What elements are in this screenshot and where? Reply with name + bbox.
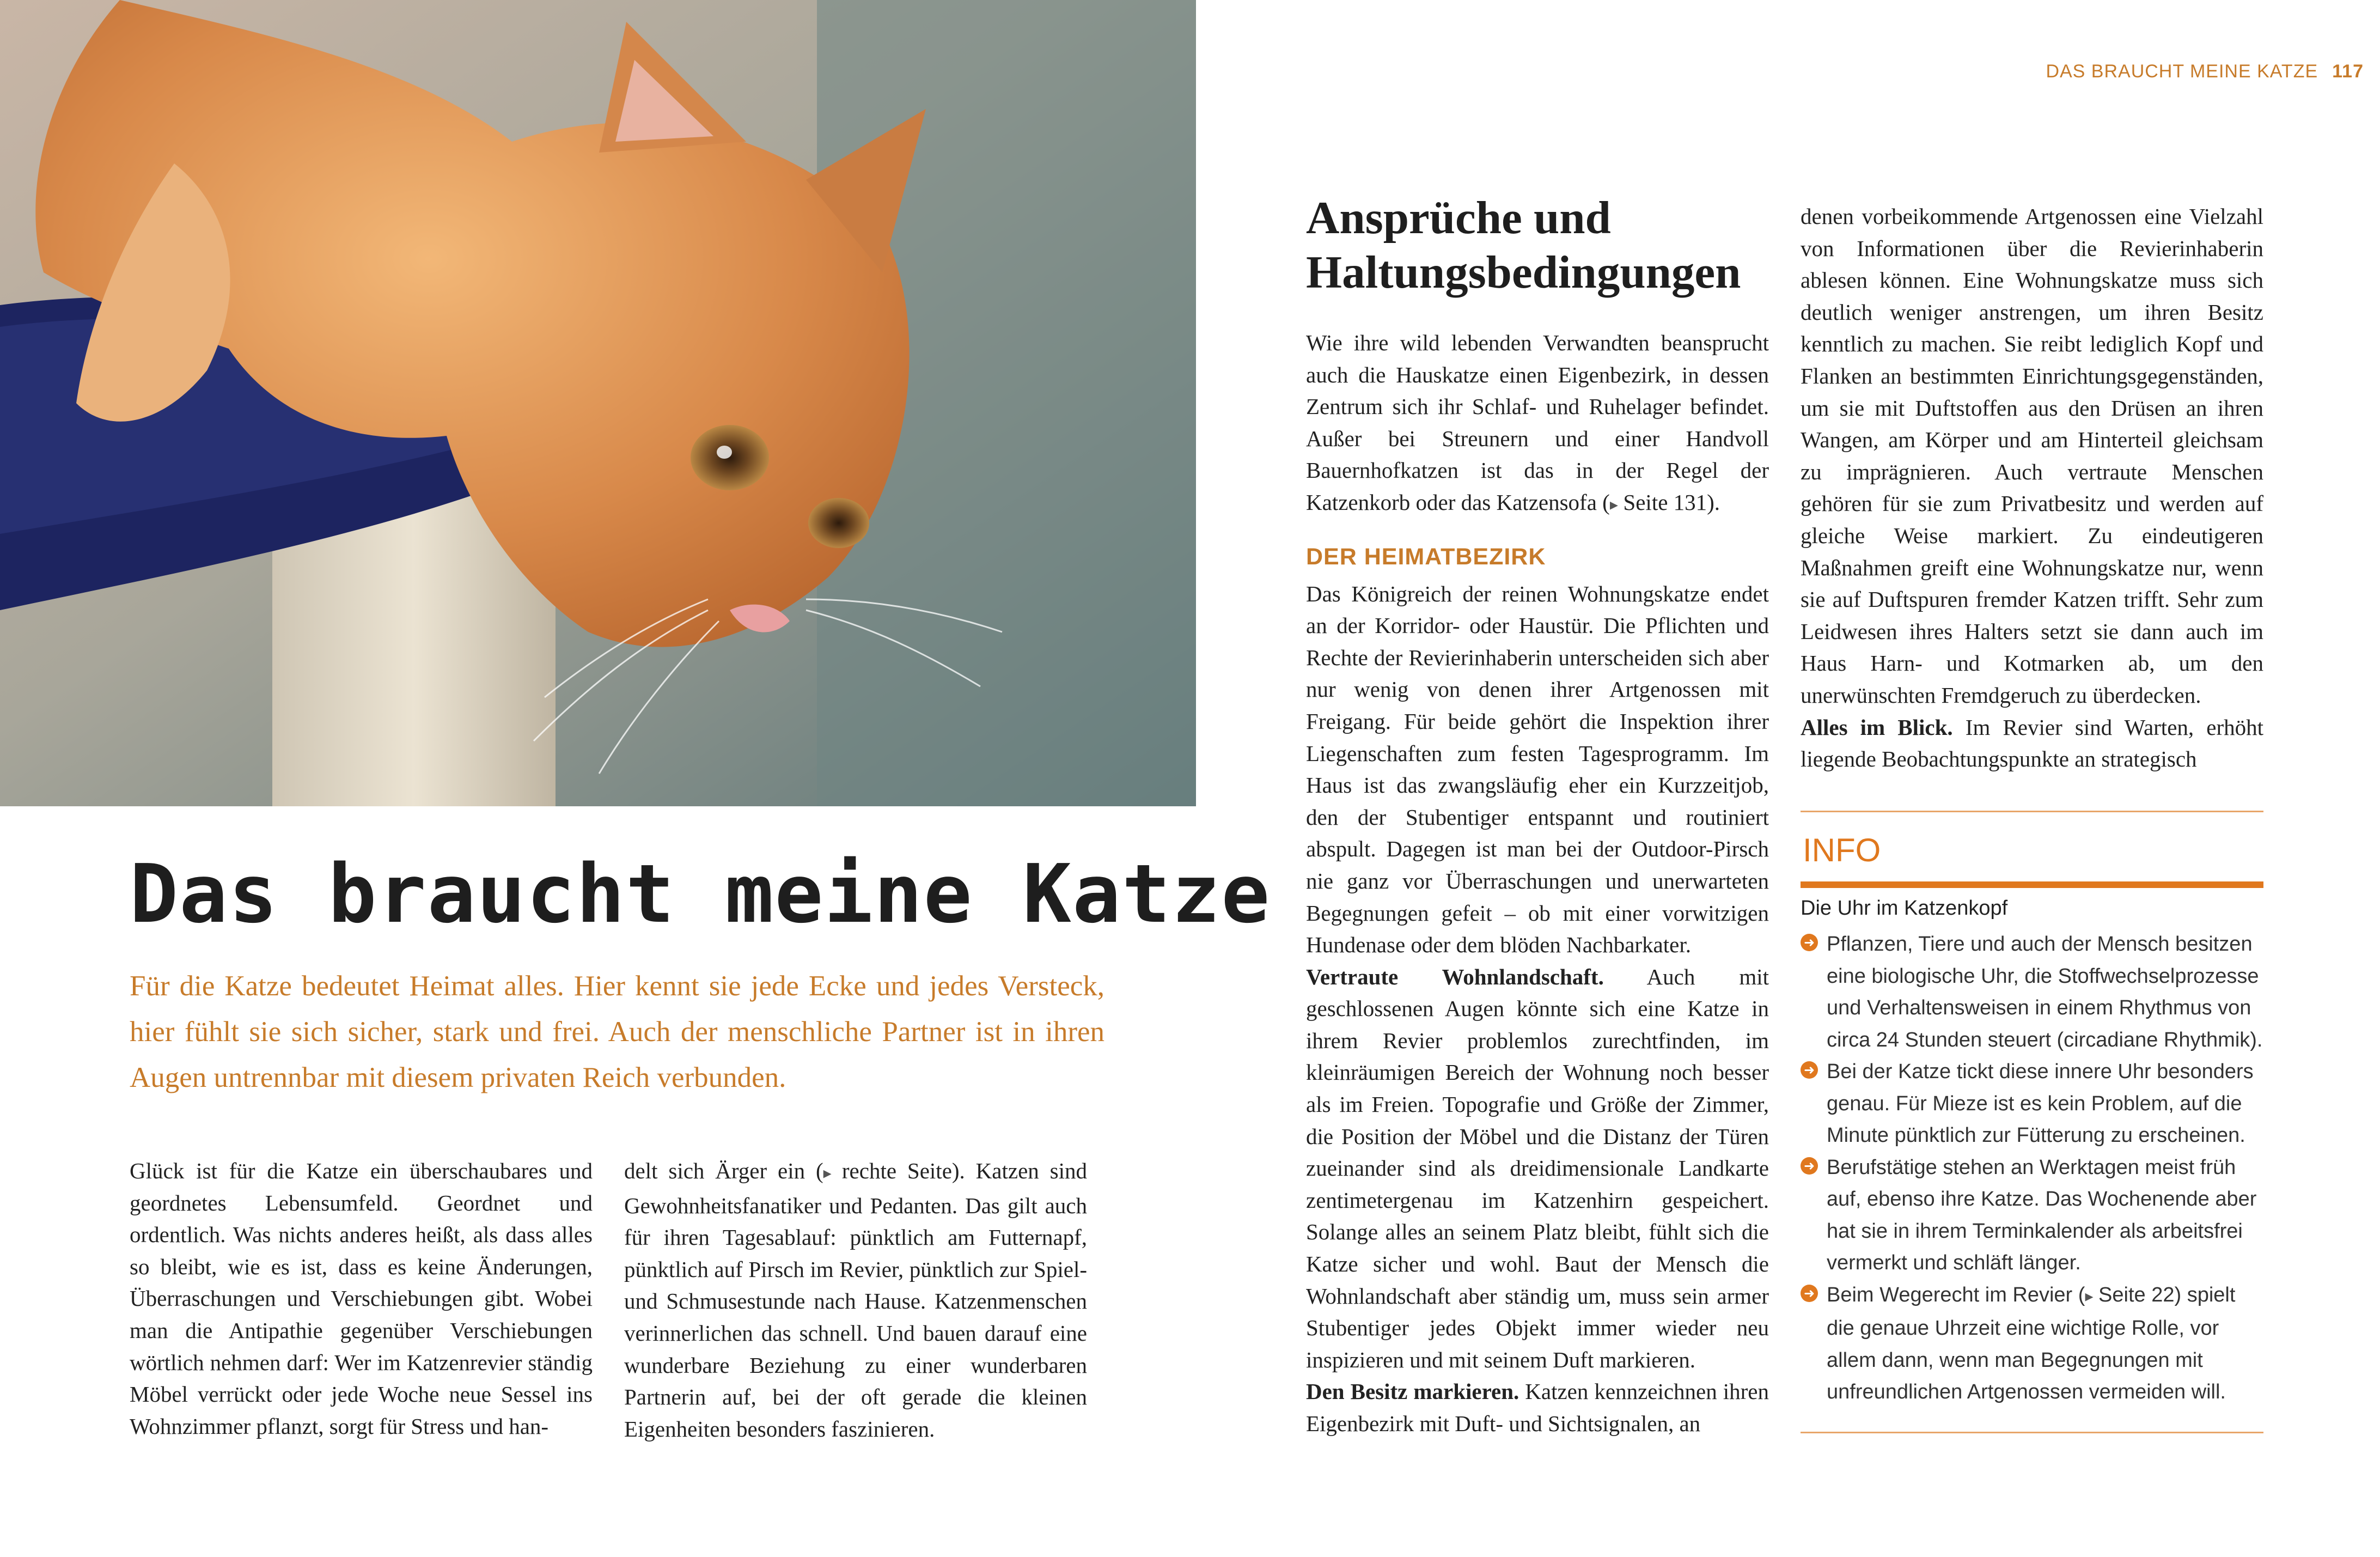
text-fragment: ). bbox=[1707, 489, 1720, 515]
list-item-text: Pflanzen, Tiere und auch der Mensch besitzen eine biologische Uhr, die Stoffwechselprozesse und Verhaltensweisen in einem Rhythmus von circa 24 Stunden steuert (circadiane Rhythmik). bbox=[1827, 933, 2263, 1051]
right-column-2 bbox=[1801, 200, 2263, 775]
arrow-bullet-icon: ➜ bbox=[1801, 1285, 1818, 1302]
text-fragment: Beim Wegerecht im Revier ( bbox=[1827, 1283, 2085, 1306]
body-text bbox=[1306, 327, 1769, 521]
left-column-1 bbox=[130, 1155, 593, 1442]
page-number: 117 bbox=[2332, 61, 2364, 82]
run-in-heading: Vertraute Wohnlandschaft. bbox=[1306, 964, 1604, 989]
arrow-bullet-icon: ➜ bbox=[1801, 1061, 1818, 1079]
body-text: Glück ist für die Katze ein überschaubares und geordnetes Lebensumfeld. Geordnet und ordentlich. Was nichts anderes heißt, als dass alles so bleibt, wie es ist, dass es keine Änderungen, Überraschungen und Verschiebungen gibt. Wobei man die Antipathie gegenüber Verschiebungen wörtlich nehmen darf: Wer im Katzenrevier ständig Möbel verrückt oder jede Woche neue Sessel ins Wohnzimmer pflanzt, sorgt für Stress und han- bbox=[130, 1158, 593, 1439]
body-text: denen vorbeikommende Artgenossen eine Vielzahl von Informationen über die Revierinhaberin ablesen können. Eine Wohnungskatze muss sich deutlich weniger anstrengen, um ihren Besitz kenntlich zu machen. Sie reibt lediglich Kopf und Flanken an bestimmten Einrichtungsgegenständen, um sie mit Duftstoffen aus den Drüsen an ihren Wangen, am Körper und am Hinterteil gleichsam zu imprägnieren. Auch vertraute Menschen gehören für sie zum Privatbesitz und werden auf gleiche Weise markiert. Zu eindeutigeren Maßnahmen greift eine Wohnungskatze nur, wenn sie auf Duftspuren fremder Katzen trifft. Sehr zum Leidwesen ihres Halters setzt sie dann auch im Haus Harn- und Kotmarken ab, um den unerwünschten Fremdgeruch zu überdecken. bbox=[1801, 204, 2263, 708]
divider bbox=[1801, 1432, 2263, 1433]
text-fragment: Wie ihre wild lebenden Verwandten beansprucht auch die Hauskatze einen Eigenbezirk, in dessen Zentrum sich ihr Schlaf- und Ruhelager befindet. Außer bei Streunern und einer Handvoll Bauernhofkatzen ist das in der Regel der Katzenkorb oder das Katzensofa ( bbox=[1306, 330, 1769, 515]
run-in-heading: Alles im Blick. bbox=[1801, 714, 1953, 740]
arrow-bullet-icon: ➜ bbox=[1801, 934, 1818, 951]
running-header bbox=[2037, 61, 2364, 82]
cross-reference-arrow-icon: ▸ bbox=[823, 1164, 842, 1183]
run-in-heading: Den Besitz markieren. bbox=[1306, 1379, 1519, 1404]
info-subtitle: Die Uhr im Katzenkopf bbox=[1801, 897, 2008, 920]
info-accent-bar bbox=[1801, 881, 2263, 888]
list-item-text: Bei der Katze tickt diese innere Uhr besonders genau. Für Mieze ist es kein Problem, auf die Minute pünktlich zur Fütterung zu erscheinen. bbox=[1827, 1060, 2254, 1147]
body-text bbox=[1801, 711, 2263, 775]
info-title: INFO bbox=[1803, 832, 1881, 868]
section-title-line: Haltungsbedingungen bbox=[1306, 247, 1741, 298]
chapter-title: Das braucht meine Katze bbox=[130, 847, 1271, 941]
divider bbox=[1801, 811, 2263, 812]
cross-reference-arrow-icon: ▸ bbox=[2085, 1286, 2099, 1306]
right-column-1 bbox=[1306, 327, 1769, 1440]
cross-reference-link[interactable]: rechte Seite bbox=[841, 1158, 952, 1183]
text-fragment: ) spielt die genaue Uhrzeit eine wichtige Rolle, vor allem dann, wenn man Begegnungen mit unfreundlichen Artgenossen vermeiden will. bbox=[1827, 1283, 2236, 1403]
section-title bbox=[1306, 191, 1785, 300]
body-text bbox=[1306, 961, 1769, 1376]
section-title-line: Ansprüche und bbox=[1306, 192, 1611, 244]
intro-text: Für die Katze bedeutet Heimat alles. Hier kennt sie jede Ecke und jedes Versteck, hier fühlt sie sich sicher, stark und frei. Auch der menschliche Partner ist in ihren Augen untrennbar mit diesem privaten Reich verbunden. bbox=[130, 970, 1104, 1093]
cat-photo bbox=[0, 0, 1196, 806]
body-text bbox=[1306, 1376, 1769, 1439]
text-fragment: Auch mit geschlossenen Augen könnte sich eine Katze in ihrem Revier problemlos zurechtfinden, im kleinräumigen Bereich der Wohnung noch besser als im Freien. Topografie und Größe der Zimmer, die Position der Möbel und die Distanz der Türen zueinander sind als dreidimensionale Landkarte zentimetergenau im Katzenhirn gespeichert. Solange alles an seinem Platz bleibt, fühlt sich die Katze sicher und wohl. Baut der Mensch die Wohnlandschaft aber ständig um, muss sein armer Stubentiger jedes Objekt immer wieder neu inspizieren und mit seinem Duft markieren. bbox=[1306, 964, 1769, 1372]
info-list bbox=[1801, 928, 2263, 1408]
left-column-2 bbox=[624, 1155, 1087, 1445]
list-item bbox=[1801, 1056, 2263, 1152]
list-item bbox=[1801, 1152, 2263, 1279]
intro-paragraph bbox=[130, 963, 1104, 1100]
running-header-title: DAS BRAUCHT MEINE KATZE bbox=[2046, 61, 2318, 82]
list-item bbox=[1801, 928, 2263, 1056]
list-item-text: Berufstätige stehen an Werktagen meist früh auf, ebenso ihre Katze. Das Wochenende aber hat sie in ihrem Terminkalender als arbeitsfrei vermerkt und schläft länger. bbox=[1827, 1155, 2257, 1274]
cross-reference-arrow-icon: ▸ bbox=[1609, 495, 1624, 514]
text-fragment: ). Katzen sind Gewohnheitsfanatiker und Pedanten. Das gilt auch für ihren Tagesablauf: pünktlich am Futternapf, pünktlich auf Pirsch im Revier, pünktlich zur Spiel- und Schmusestunde nach Hause. Katzenmenschen verinnerlichen das schnell. Und bauen darauf eine wunderbare Beziehung zu einer wunderbaren Partnerin auf, bei der oft gerade die kleinen Eigenheiten besonders faszinieren. bbox=[624, 1158, 1087, 1442]
text-fragment: delt sich Ärger ein ( bbox=[624, 1158, 823, 1183]
cross-reference-link[interactable]: Seite 131 bbox=[1623, 489, 1707, 515]
arrow-bullet-icon: ➜ bbox=[1801, 1157, 1818, 1175]
text-fragment: Im Revier sind Warten, erhöht liegende Beobachtungspunkte an strategisch bbox=[1801, 714, 2263, 772]
cross-reference-link[interactable]: Seite 22 bbox=[2098, 1283, 2175, 1306]
text-fragment: Katzen kennzeichnen ihren Eigenbezirk mit Duft- und Sichtsignalen, an bbox=[1306, 1379, 1769, 1436]
body-text bbox=[624, 1155, 1087, 1445]
list-item bbox=[1801, 1279, 2263, 1408]
subheading: DER HEIMATBEZIRK bbox=[1306, 543, 1546, 570]
body-text: Das Königreich der reinen Wohnungskatze endet an der Korridor- oder Haustür. Die Pflichten und Rechte der Revierinhaberin unterscheiden sich aber nur wenig von denen ihrer Artgenossen mit Freigang. Für beide gehört die Inspektion ihrer Liegenschaften zum festen Tagesprogramm. Im Haus ist das zwangsläufig eher ein Kurzzeitjob, den der Stubentiger entspannt und routiniert abspult. Dagegen ist man bei der Outdoor-Pirsch nie ganz vor Überraschungen und unerwarteten Begegnungen gefeit – ob mit einer vorwitzigen Hundenase oder dem blöden Nachbarkater. bbox=[1306, 581, 1769, 958]
